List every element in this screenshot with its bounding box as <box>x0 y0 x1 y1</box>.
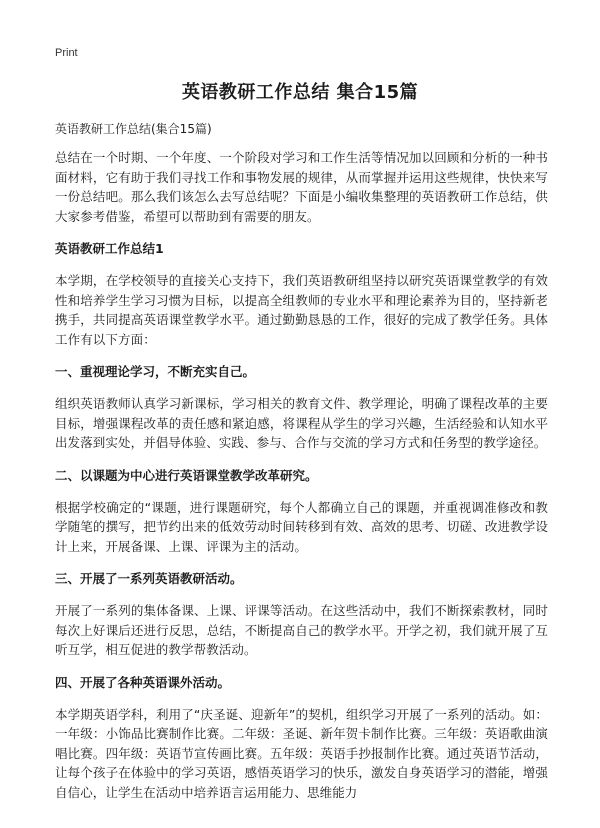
document-body <box>55 120 548 815</box>
print-label: Print <box>55 47 78 59</box>
document-subtitle: 英语教研工作总结(集合15篇) <box>55 122 212 136</box>
section-paragraph: 组织英语教师认真学习新课标，学习相关的教育文件、教学理论，明确了课程改革的主要目标，增强课程改革的责任感和紧迫感，将课程从学生的学习兴趣，生活经验和认知水平出发落到实处，并倡导体验、实践、参与、合作与交流的学习方式和任务型的教学途径。 <box>55 396 548 450</box>
section-paragraph: 本学期英语学科，利用了“庆圣诞、迎新年”的契机，组织学习开展了一系列的活动。如：一年级：小饰品比赛制作比赛。二年级：圣诞、新年贺卡制作比赛。三年级：英语歌曲演唱比赛。四年级：英语节宣传画比赛。五年级：英语手抄报制作比赛。通过英语节活动，让每个孩子在体验中的学习英语，感悟英语学习的快乐，激发自身英语学习的潜能，增强自信心，让学生在活动中培养语言运用能力、思维能力 <box>55 706 548 800</box>
section-heading: 四、开展了各种英语课外活动。 <box>55 674 231 690</box>
intro-paragraph: 总结在一个时期、一个年度、一个阶段对学习和工作生活等情况加以回顾和分析的一种书面材料，它有助于我们寻找工作和事物发展的规律，从而掌握并运用这些规律，快快来写一份总结吧。那么我们该怎么去写总结呢？下面是小编收集整理的英语教研工作总结，供大家参考借鉴，希望可以帮助到有需要的朋友。 <box>55 150 548 224</box>
section-heading: 一、重视理论学习，不断充实自己。 <box>55 364 256 379</box>
article-intro-paragraph: 本学期，在学校领导的直接关心支持下，我们英语教研组坚持以研究英语课堂教学的有效性和培养学生学习习惯为目标，以提高全组教师的专业水平和理论素养为目的，坚持新老携手，共同提高英语课堂教学水平。通过勤勤恳恳的工作，很好的完成了教学任务。具体工作有以下方面： <box>55 273 548 347</box>
section-paragraph: 开展了一系列的集体备课、上课、评课等活动。在这些活动中，我们不断探索教材，同时每次上好课后还进行反思，总结，不断提高自己的教学水平。开学之初，我们就开展了互听互学，相互促进的教学帮教活动。 <box>55 603 548 657</box>
section-heading: 二、以课题为中心进行英语课堂教学改革研究。 <box>55 467 318 483</box>
section-heading: 三、开展了一系列英语教研活动。 <box>55 571 243 586</box>
page-title: 英语教研工作总结 集合15篇 <box>181 82 419 103</box>
section-paragraph: 根据学校确定的“课题，进行课题研究，每个人都确立自己的课题，并重视调准修改和教学随笔的撰写，把节约出来的低效劳动时间转移到有效、高效的思考、切磋、改进教学设计上来，开展备课、上课、评课为主的活动。 <box>55 499 548 554</box>
article-heading: 英语教研工作总结1 <box>55 241 164 256</box>
